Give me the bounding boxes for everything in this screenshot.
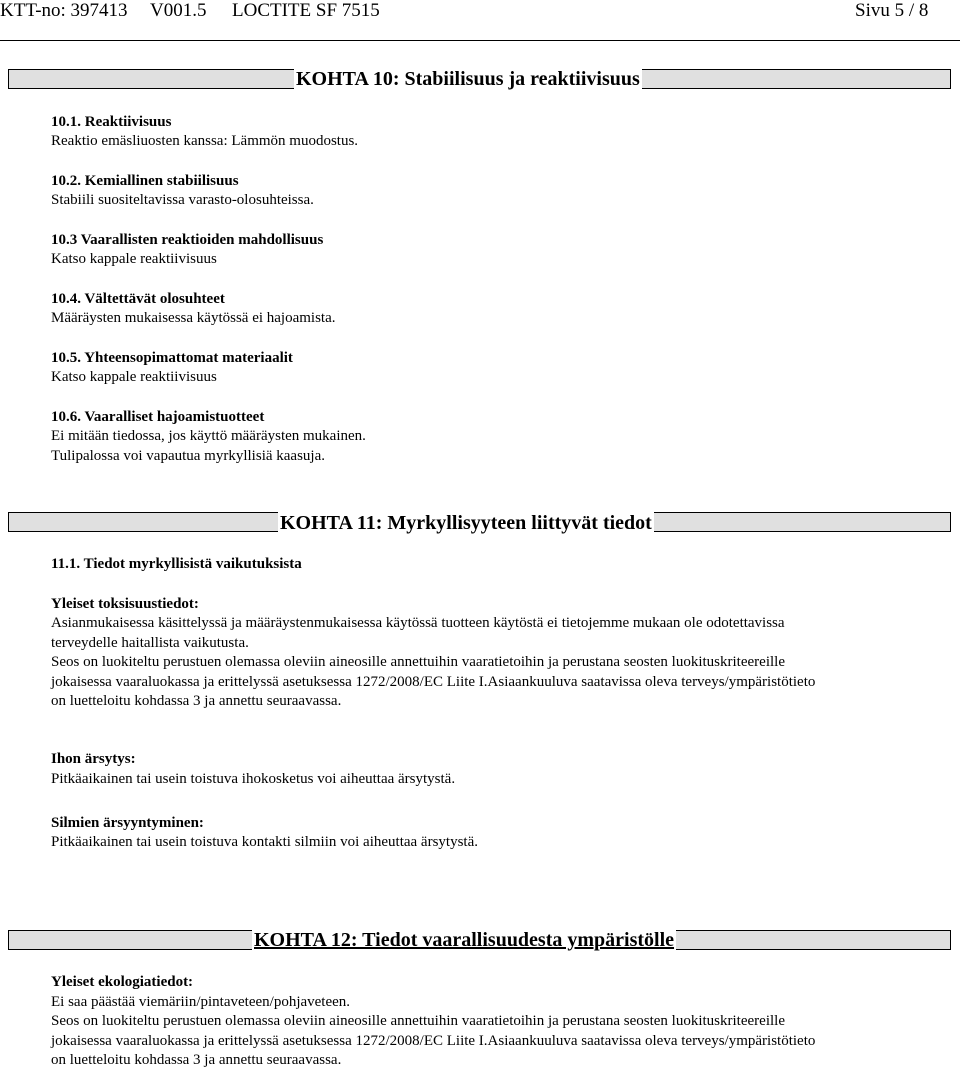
skin-irritation-text: Pitkäaikainen tai usein toistuva ihokosketus voi aiheuttaa ärsytystä. <box>51 771 456 787</box>
eye-irritation-text: Pitkäaikainen tai usein toistuva kontakti silmiin voi aiheuttaa ärsytystä. <box>51 834 479 850</box>
section-11-title: KOHTA 11: Myrkyllisyyteen liittyvät tiedot <box>280 512 652 534</box>
ecological-info-line: Seos on luokiteltu perustuen olemassa oleviin aineosille annettuihin vaaratietoihin ja perustana seosten luokituskriteereille <box>51 1013 785 1029</box>
eye-irritation-heading: Silmien ärsyyntyminen: <box>51 815 204 831</box>
ecological-info-line: jokaisessa vaaraluokassa ja erittelyssä asetuksessa 1272/2008/EC Liite I.Asiaankuuluva saatavissa oleva terveys/ympäristötieto <box>51 1033 816 1049</box>
general-toxicity-line: Asianmukaisessa käsittelyssä ja määräystenmukaisessa käytössä tuotteen käytöstä ei tietojemme mukaan ole odotettavissa <box>51 615 785 631</box>
section-10-5-heading: 10.5. Yhteensopimattomat materiaalit <box>51 350 293 366</box>
section-10-2-text: Stabiili suositeltavissa varasto-olosuhteissa. <box>51 192 314 208</box>
general-toxicity-heading: Yleiset toksisuustiedot: <box>51 596 199 612</box>
section-10-3-text: Katso kappale reaktiivisuus <box>51 251 217 267</box>
header-divider <box>0 40 960 41</box>
page-number: Sivu 5 / 8 <box>855 0 929 21</box>
section-10-3-heading: 10.3 Vaarallisten reaktioiden mahdollisuus <box>51 232 324 248</box>
section-10-title: KOHTA 10: Stabiilisuus ja reaktiivisuus <box>296 68 640 90</box>
section-10-1-text: Reaktio emäsliuosten kanssa: Lämmön muodostus. <box>51 133 359 149</box>
general-toxicity-line: jokaisessa vaaraluokassa ja erittelyssä asetuksessa 1272/2008/EC Liite I.Asiaankuuluva saatavissa oleva terveys/ympäristötieto <box>51 674 816 690</box>
version: V001.5 <box>150 0 207 21</box>
ecological-info-line: on luetteloitu kohdassa 3 ja annettu seuraavassa. <box>51 1052 342 1068</box>
section-10-6-text-1: Ei mitään tiedossa, jos käyttö määräysten mukainen. <box>51 428 366 444</box>
section-11-1-heading: 11.1. Tiedot myrkyllisistä vaikutuksista <box>51 556 302 572</box>
section-10-5-text: Katso kappale reaktiivisuus <box>51 369 217 385</box>
general-toxicity-line: Seos on luokiteltu perustuen olemassa oleviin aineosille annettuihin vaaratietoihin ja perustana seosten luokituskriteereille <box>51 654 785 670</box>
section-10-1-heading: 10.1. Reaktiivisuus <box>51 114 172 130</box>
section-10-2-heading: 10.2. Kemiallinen stabiilisuus <box>51 173 239 189</box>
section-10-6-heading: 10.6. Vaaralliset hajoamistuotteet <box>51 409 265 425</box>
ktt-number: KTT-no: 397413 <box>0 0 128 21</box>
skin-irritation-heading: Ihon ärsytys: <box>51 751 136 767</box>
section-10-4-text: Määräysten mukaisessa käytössä ei hajoamista. <box>51 310 336 326</box>
ecological-info-heading: Yleiset ekologiatiedot: <box>51 974 194 990</box>
section-10-6-text-2: Tulipalossa voi vapautua myrkyllisiä kaasuja. <box>51 448 325 464</box>
section-10-4-heading: 10.4. Vältettävät olosuhteet <box>51 291 225 307</box>
product-name: LOCTITE SF 7515 <box>232 0 380 21</box>
section-12-title: KOHTA 12: Tiedot vaarallisuudesta ympäristölle <box>254 929 675 951</box>
general-toxicity-line: terveydelle haitallista vaikutusta. <box>51 635 249 651</box>
ecological-info-line: Ei saa päästää viemäriin/pintaveteen/pohjaveteen. <box>51 994 351 1010</box>
general-toxicity-line: on luetteloitu kohdassa 3 ja annettu seuraavassa. <box>51 693 342 709</box>
